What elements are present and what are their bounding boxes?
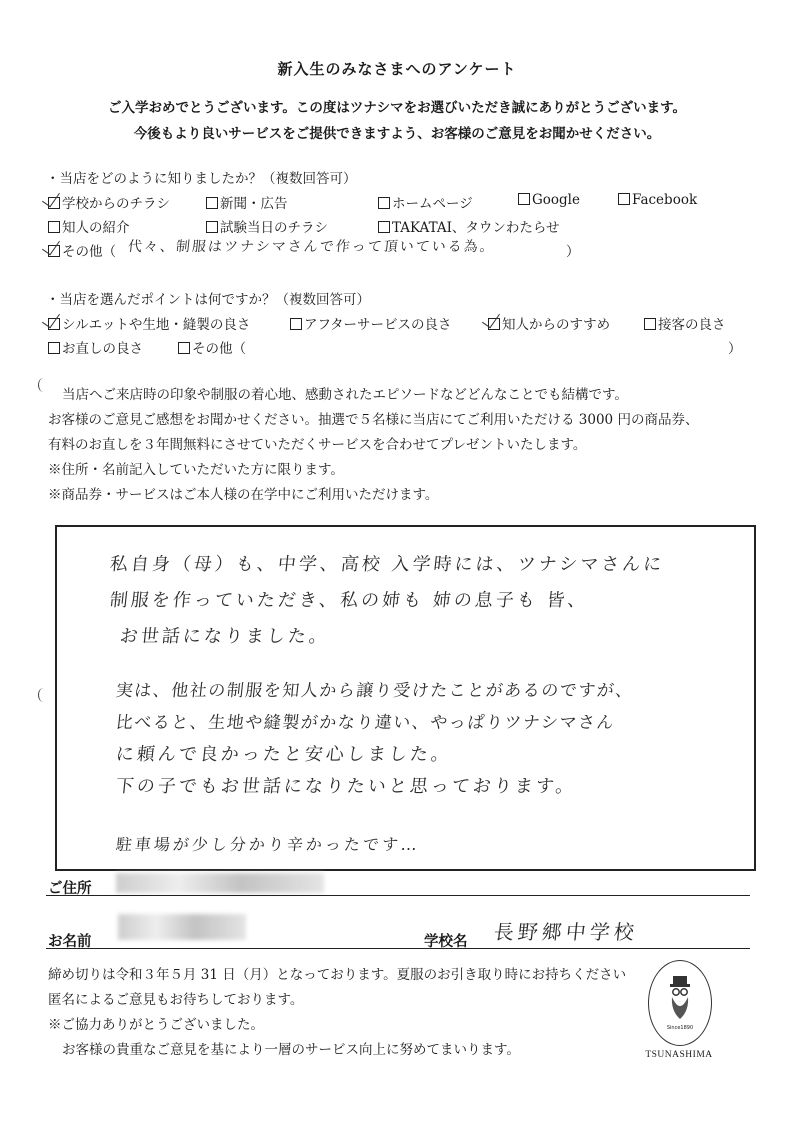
notice-line-2: お客様のご意見ご感想をお聞かせください。抽選で５名様に当店にてご利用いただける 3000 円の商品券、 [48, 412, 699, 428]
q1-option-homepage[interactable]: ホームページ [378, 192, 473, 212]
name-label: お名前 [48, 933, 92, 950]
checkbox-icon[interactable] [48, 197, 60, 209]
checkbox-icon[interactable] [488, 318, 500, 330]
notice-line-3: 有料のお直しを３年間無料にさせていただくサービスを合わせてプレゼントいたします。 [48, 437, 587, 453]
q1-other-answer[interactable]: 代々、制服はツナシマさんで作って頂いている為。 [127, 239, 497, 255]
pen-mark [38, 378, 49, 392]
comment-line-7: 下の子でもお世話になりたいと思っております。 [114, 776, 578, 797]
q2-option-silhouette[interactable]: シルエットや生地・縫製の良さ [48, 313, 250, 333]
q1-option-facebook[interactable]: Facebook [618, 192, 697, 208]
footer-line-1: 締め切りは令和３年５月 31 日（月）となっております。夏服のお引き取り時にお持ちください [48, 967, 627, 983]
logo-brand: TSUNASHIMA [645, 1050, 713, 1060]
pen-mark [38, 688, 49, 702]
q1-option-takatai[interactable]: TAKATAI、タウンわたらせ [378, 216, 560, 236]
q1-option-acquaintance[interactable]: 知人の紹介 [48, 216, 130, 236]
q1-option-other[interactable]: その他（ [48, 240, 116, 260]
footer-line-3: ※ご協力ありがとうございました。 [48, 1017, 264, 1033]
notice-line-5: ※商品券・サービスはご本人様の在学中にご利用いただけます。 [48, 487, 439, 503]
footer-line-2: 匿名によるご意見もお待ちしております。 [48, 992, 304, 1008]
comment-line-1: 私自身（母）も、中学、高校 入学時には、ツナシマさんに [108, 554, 666, 575]
checkbox-icon[interactable] [48, 245, 60, 257]
q2-option-recommendation[interactable]: 知人からのすすめ [488, 313, 610, 333]
notice-line-1: 当店へご来店時の印象や制服の着心地、感動されたエピソードなどどんなことでも結構です。 [62, 387, 628, 403]
mascot-icon [667, 975, 693, 1021]
notice-line-4: ※住所・名前記入していただいた方に限ります。 [48, 462, 344, 478]
q1-option-school-flyer[interactable]: 学校からのチラシ [48, 192, 170, 212]
q1-question: ・当店をどのように知りましたか？（複数回答可） [46, 171, 357, 187]
checkbox-icon[interactable] [48, 318, 60, 330]
checkbox-icon[interactable] [378, 221, 390, 233]
q1-close-paren: ） [566, 244, 580, 260]
q2-option-other[interactable]: その他（ [178, 337, 246, 357]
address-label: ご住所 [48, 880, 92, 897]
name-underline [46, 948, 750, 949]
q1-option-google[interactable]: Google [518, 192, 580, 208]
q2-close-paren: ） [728, 341, 742, 357]
comment-line-4: 実は、他社の制服を知人から譲り受けたことがあるのですが、 [114, 681, 635, 701]
checkbox-icon[interactable] [178, 342, 190, 354]
checkbox-icon[interactable] [518, 193, 530, 205]
school-value[interactable]: 長野郷中学校 [492, 920, 640, 944]
q2-option-customer-service[interactable]: 接客の良さ [644, 313, 726, 333]
logo-since: Since1890 [666, 1025, 694, 1031]
q2-option-after-service[interactable]: アフターサービスの良さ [290, 313, 452, 333]
address-redacted[interactable] [116, 873, 324, 893]
address-underline [46, 895, 750, 896]
q2-question: ・当店を選んだポイントは何ですか？（複数回答可） [46, 292, 370, 308]
comment-line-5: 比べると、生地や縫製がかなり違い、やっぱりツナシマさん [114, 713, 616, 733]
comment-line-6: に頼んで良かったと安心しました。 [114, 744, 453, 765]
q1-option-newspaper[interactable]: 新聞・広告 [206, 192, 288, 212]
checkbox-icon[interactable] [206, 221, 218, 233]
checkbox-icon[interactable] [618, 193, 630, 205]
survey-title: 新入生のみなさまへのアンケート [277, 60, 517, 78]
intro-line-1: ご入学おめでとうございます。この度はツナシマをお選びいただき誠にありがとうございます。 [107, 100, 687, 116]
checkbox-icon[interactable] [48, 342, 60, 354]
checkbox-icon[interactable] [378, 197, 390, 209]
checkbox-icon[interactable] [644, 318, 656, 330]
checkbox-icon[interactable] [290, 318, 302, 330]
checkbox-icon[interactable] [48, 221, 60, 233]
school-label: 学校名 [424, 933, 468, 950]
q2-option-alterations[interactable]: お直しの良さ [48, 337, 143, 357]
comment-line-3: お世話になりました。 [118, 626, 331, 647]
comment-line-8: 駐車場が少し分かり辛かったです… [114, 835, 421, 854]
q1-option-exam-flyer[interactable]: 試験当日のチラシ [206, 216, 328, 236]
checkbox-icon[interactable] [206, 197, 218, 209]
comment-line-2: 制服を作っていただき、私の姉も 姉の息子も 皆、 [108, 590, 590, 611]
intro-line-2: 今後もより良いサービスをご提供できますよう、お客様のご意見をお聞かせください。 [133, 126, 661, 142]
brand-logo [648, 960, 712, 1046]
footer-line-4: お客様の貴重なご意見を基により一層のサービス向上に努めてまいります。 [62, 1042, 520, 1058]
name-redacted[interactable] [118, 914, 246, 940]
